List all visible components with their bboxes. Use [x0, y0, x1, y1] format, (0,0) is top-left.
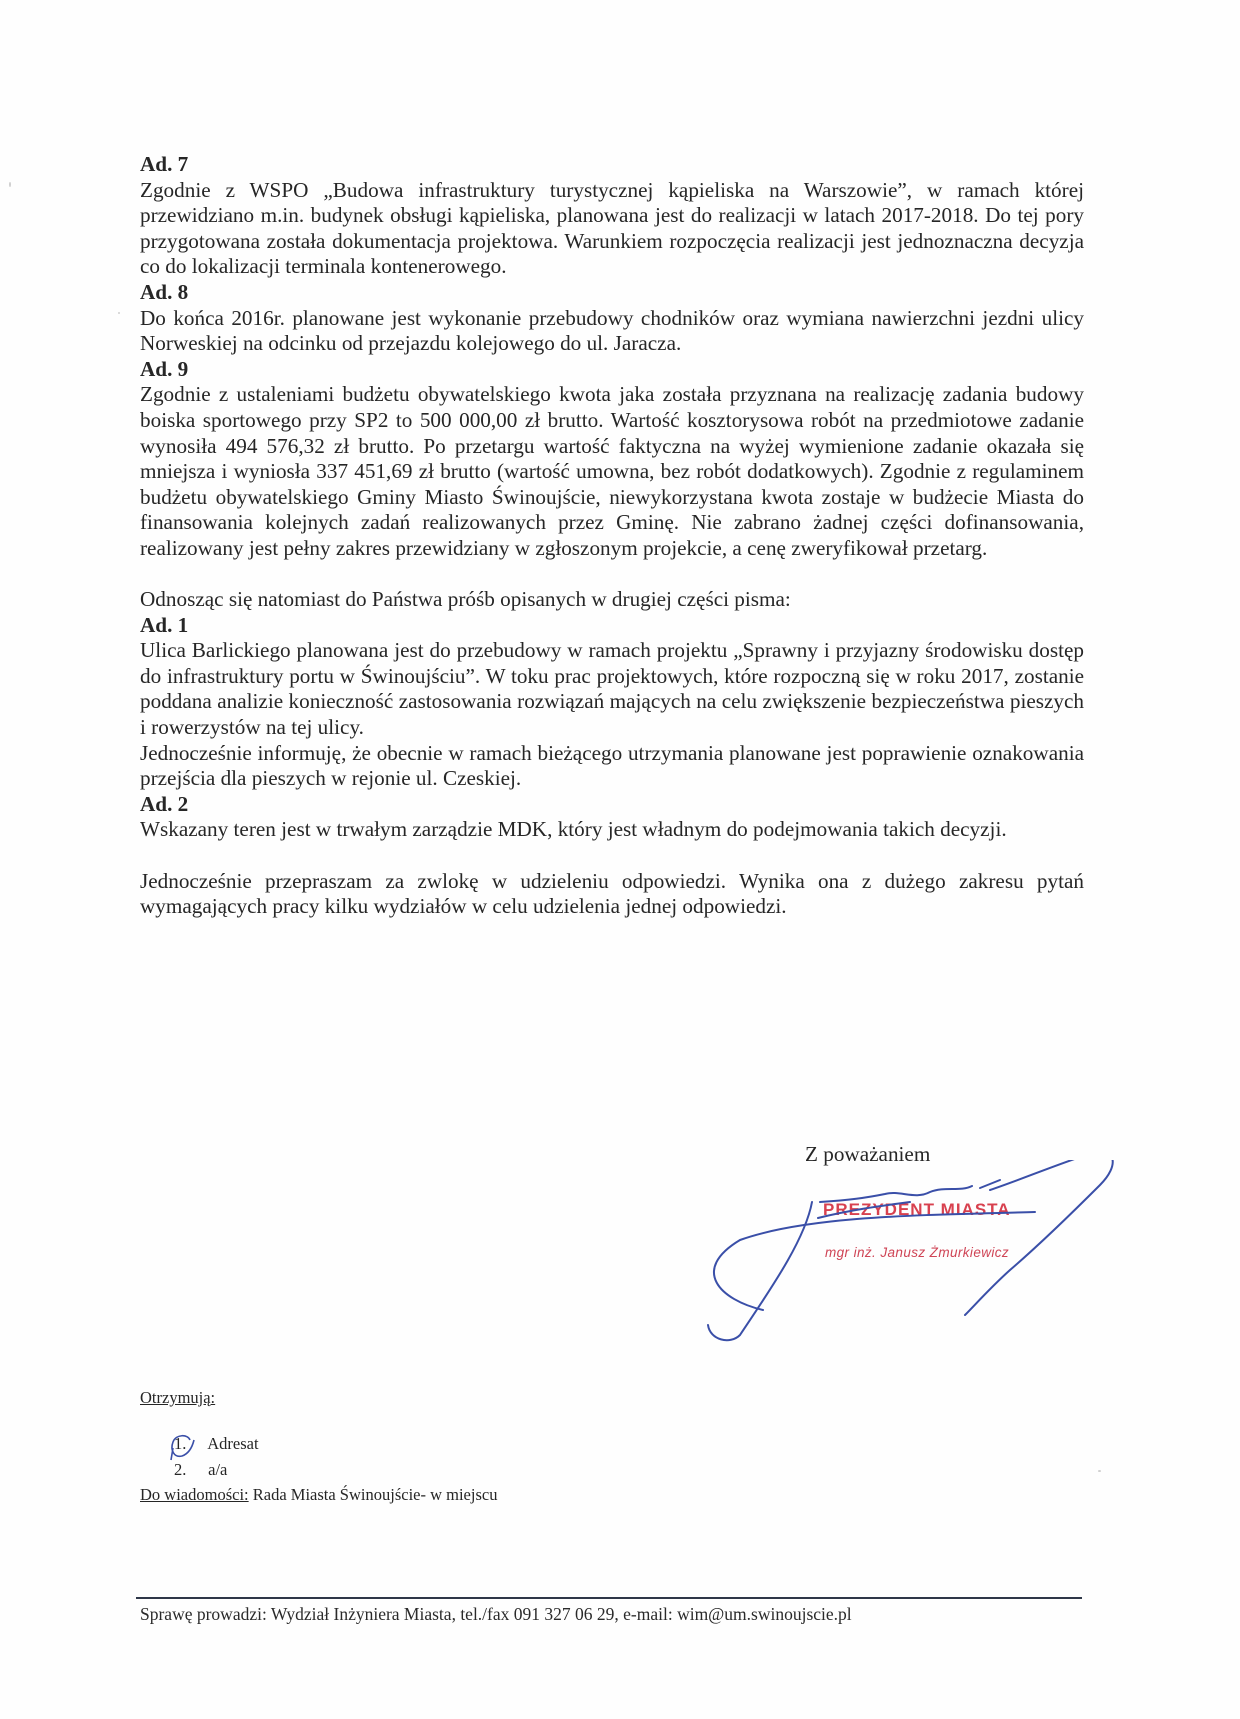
recipient-number: 1. [174, 1434, 187, 1453]
stamp-title: PREZYDENT MIASTA [823, 1200, 1011, 1219]
recipients-list [140, 1431, 259, 1483]
section-heading-ad8: Ad. 8 [140, 279, 189, 304]
section-heading-ad1: Ad. 1 [140, 612, 189, 637]
cc-line [140, 1485, 497, 1505]
section-heading-ad2: Ad. 2 [140, 791, 189, 816]
section-paragraph-ad1-b: Jednocześnie informuję, że obecnie w ramach bieżącego utrzymania planowane jest poprawienie oznakowania przejścia dla pieszych w rejonie ul. Czeskiej. [140, 740, 1084, 791]
recipients-label: Otrzymują: [140, 1388, 216, 1407]
section-heading-ad7: Ad. 7 [140, 152, 189, 176]
stamp-name: mgr inż. Janusz Żmurkiewicz [825, 1245, 1010, 1260]
scan-speck [118, 312, 120, 314]
section-paragraph-ad7: Zgodnie z WSPO „Budowa infrastruktury turystycznej kąpieliska na Warszowie”, w ramach której przewidziano m.in. budynek obsługi kąpieliska, planowana jest do realizacji w latach 2017-2018. Do tej pory przygotowana została dokumentacja projektowa. Warunkiem rozpoczęcia realizacji jest jednoznaczna decyzja co do lokalizacji terminala kontenerowego. [140, 177, 1084, 279]
section-heading-ad9: Ad. 9 [140, 356, 189, 381]
handwritten-signature [700, 1160, 1120, 1350]
recipient-item [140, 1431, 259, 1457]
footer-divider [136, 1597, 1082, 1599]
section-paragraph-ad9: Zgodnie z ustaleniami budżetu obywatelskiego kwota jaka została przyznana na realizację zadania budowy boiska sportowego przy SP2 to 500 000,00 zł brutto. Wartość kosztorysowa robót na przedmiotowe zadanie wynosiła 494 576,32 zł brutto. Po przetargu wartość faktyczna na wyżej wymienione zadanie okazała się mniejsza i wyniosła 337 451,69 zł brutto (wartość umowna, bez robót dodatkowych). Zgodnie z regulaminem budżetu obywatelskiego Gminy Miasto Świnoujście, niewykorzystana kwota zostaje w budżecie Miasta do finansowania kolejnych zadań realizowanych przez Gminę. Nie zabrano żadnej części dofinansowania, realizowany jest pełny zakres przewidziany w zgłoszonym projekcie, a cenę zweryfikował przetarg. [140, 382, 1084, 560]
letter-body [140, 152, 1084, 920]
second-part-intro: Odnosząc się natomiast do Państwa próśb opisanych w drugiej części pisma: [140, 587, 791, 612]
section-paragraph-ad1-a: Ulica Barlickiego planowana jest do przebudowy w ramach projektu „Sprawny i przyjazny środowisku dostęp do infrastruktury portu w Świnoujściu”. W toku prac projektowych, które rozpoczną się w roku 2017, zostanie poddana analizie konieczność zastosowania rozwiązań mających na celu zwiększenie bezpieczeństwa pieszych i rowerzystów na tej ulicy. [140, 638, 1084, 740]
closing-salutation: Z poważaniem [805, 1142, 931, 1166]
cc-text: Rada Miasta Świnoujście- w miejscu [252, 1485, 498, 1504]
footer-contact: Sprawę prowadzi: Wydział Inżyniera Miasta, tel./fax 091 327 06 29, e-mail: wim@um.swinoujscie.pl [140, 1604, 852, 1624]
paragraph-gap [140, 843, 1084, 869]
recipient-item [140, 1457, 259, 1483]
recipient-name: Adresat [207, 1434, 259, 1453]
recipients-block [140, 1385, 259, 1483]
section-paragraph-ad2: Wskazany teren jest w trwałym zarządzie MDK, który jest władnym do podejmowania takich decyzji. [140, 817, 1007, 842]
apology-paragraph: Jednocześnie przepraszam za zwlokę w udzieleniu odpowiedzi. Wynika ona z dużego zakresu pytań wymagających pracy kilku wydziałów w celu udzielenia jednej odpowiedzi. [140, 868, 1084, 919]
recipient-name: a/a [208, 1460, 228, 1479]
recipient-number: 2. [174, 1460, 187, 1479]
scan-speck [9, 182, 11, 187]
paragraph-gap [140, 562, 1084, 588]
section-paragraph-ad8: Do końca 2016r. planowane jest wykonanie przebudowy chodników oraz wymiana nawierzchni jezdni ulicy Norweskiej na odcinku od przejazdu kolejowego do ul. Jaracza. [140, 305, 1084, 356]
scan-speck [1098, 1470, 1101, 1472]
cc-label: Do wiadomości: [140, 1485, 249, 1504]
